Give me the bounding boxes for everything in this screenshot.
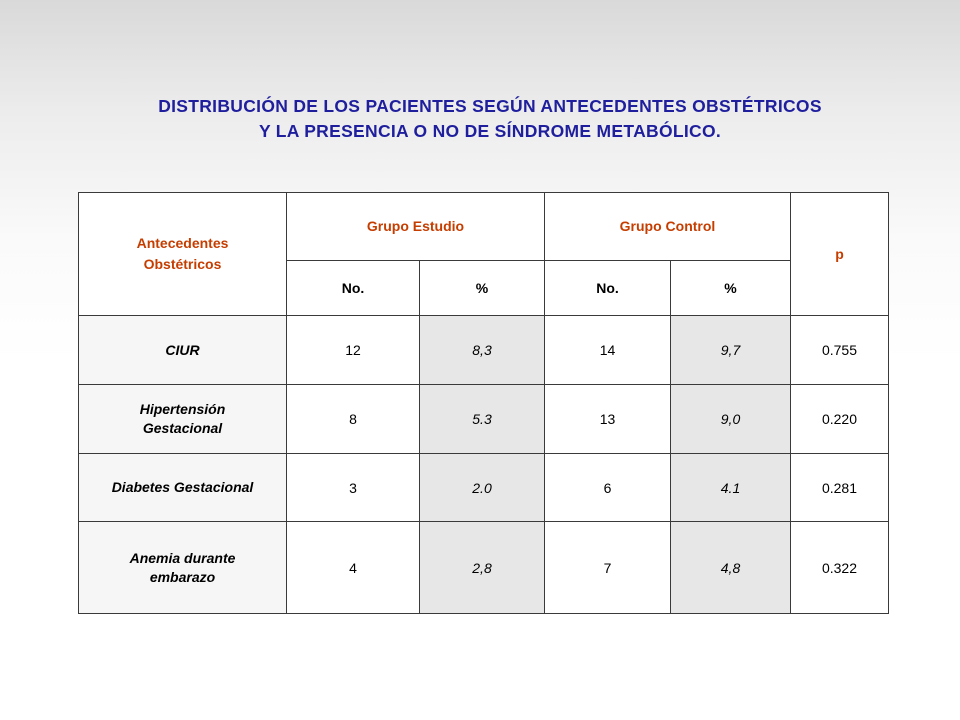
cell-p-value: 0.220 (791, 385, 889, 454)
obstetric-history-table (78, 192, 889, 614)
cell-p-value: 0.322 (791, 522, 889, 614)
header-antecedentes-line2: Obstétricos (143, 256, 222, 272)
cell-control-no: 6 (545, 454, 671, 522)
cell-estudio-pct: 5.3 (420, 385, 545, 454)
row-label (79, 454, 287, 522)
cell-control-pct: 9,0 (671, 385, 791, 454)
title-line-2: Y LA PRESENCIA O NO DE SÍNDROME METABÓLICO. (258, 121, 722, 141)
row-label-line1: Hipertensión (139, 401, 226, 417)
cell-estudio-pct: 2,8 (420, 522, 545, 614)
header-antecedentes-line1: Antecedentes (136, 235, 229, 251)
header-p: p (791, 193, 889, 316)
cell-p-value: 0.281 (791, 454, 889, 522)
table-row (79, 454, 889, 522)
subheader-control-no: No. (545, 261, 671, 316)
row-label (79, 522, 287, 614)
table-row (79, 316, 889, 385)
table-row (79, 522, 889, 614)
cell-estudio-no: 4 (287, 522, 420, 614)
row-label-line2: Gestacional (142, 420, 223, 436)
cell-control-pct: 4,8 (671, 522, 791, 614)
page-title (60, 94, 920, 144)
subheader-control-pct: % (671, 261, 791, 316)
header-grupo-control: Grupo Control (545, 193, 791, 261)
header-grupo-estudio: Grupo Estudio (287, 193, 545, 261)
cell-estudio-no: 12 (287, 316, 420, 385)
row-label (79, 316, 287, 385)
cell-control-no: 14 (545, 316, 671, 385)
subheader-estudio-no: No. (287, 261, 420, 316)
cell-control-no: 13 (545, 385, 671, 454)
cell-control-pct: 4.1 (671, 454, 791, 522)
cell-control-pct: 9,7 (671, 316, 791, 385)
cell-control-no: 7 (545, 522, 671, 614)
header-row (79, 193, 889, 261)
cell-estudio-pct: 8,3 (420, 316, 545, 385)
row-label-line1: Anemia durante (129, 549, 236, 566)
cell-estudio-pct: 2.0 (420, 454, 545, 522)
row-label-line1: Diabetes Gestacional (111, 479, 254, 495)
row-label (79, 385, 287, 454)
subheader-estudio-pct: % (420, 261, 545, 316)
cell-p-value: 0.755 (791, 316, 889, 385)
cell-estudio-no: 8 (287, 385, 420, 454)
header-antecedentes (79, 193, 287, 316)
table-row (79, 385, 889, 454)
title-line-1: DISTRIBUCIÓN DE LOS PACIENTES SEGÚN ANTECEDENTES OBSTÉTRICOS (158, 96, 822, 116)
cell-estudio-no: 3 (287, 454, 420, 522)
row-label-line2: embarazo (149, 568, 216, 585)
row-label-line1: CIUR (165, 341, 200, 358)
